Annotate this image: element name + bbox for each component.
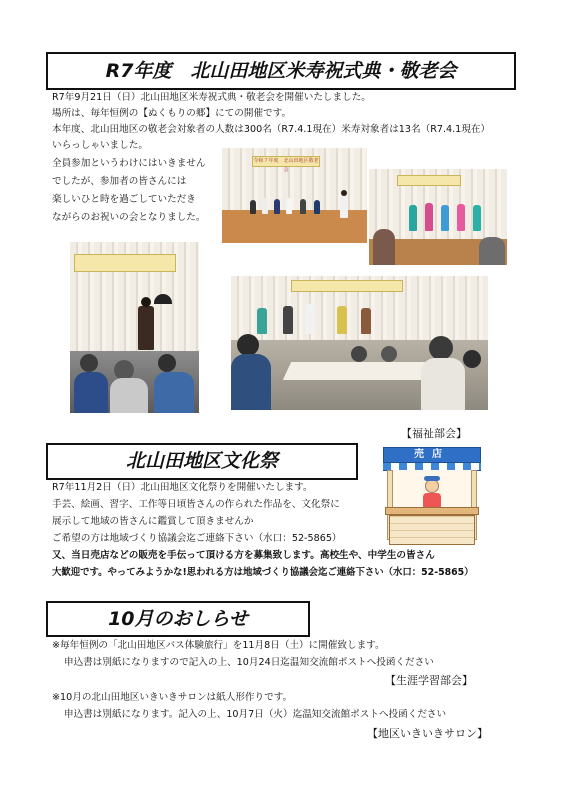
s1-line-6: でしたが、参加者の皆さんには — [52, 176, 187, 187]
dept-salon: 【地区いきいきサロン】 — [367, 727, 488, 740]
s2-line-2: 手芸、絵画、習字、工作等日頃皆さんの作られた作品を、文化祭に — [52, 499, 340, 510]
s2-line-1: R7年11月2日（日）北山田地区文化祭りを開催いたします。 — [52, 482, 313, 493]
section1-title: R7年度 北山田地区米寿祝式典・敬老会 — [46, 52, 516, 90]
dept-welfare: 【福祉部会】 — [401, 427, 467, 440]
section3-title: 10月のおしらせ — [46, 601, 310, 637]
photo-children-stage — [222, 148, 367, 243]
s3-line-3: ※10月の北山田地区いきいきサロンは紙人形作りです。 — [52, 692, 293, 703]
shopkeeper-icon — [425, 479, 439, 493]
s3-line-2: 申込書は別紙になりますので記入の上、10月24日迄温知交流館ポストへ投函ください — [64, 657, 434, 668]
s1-line-5: 全員参加というわけにはいきません — [52, 158, 206, 169]
section2-title: 北山田地区文化祭 — [46, 443, 358, 480]
s1-line-2: 場所は、毎年恒例の【ぬくもりの郷】にての開催です。 — [52, 108, 292, 119]
s2-bold-line-1: 又、当日売店などの販売を手伝って頂ける方を募集致します。高校生や、中学生の皆さん — [52, 550, 435, 561]
stall-sign: 売店 — [414, 449, 450, 460]
shop-stall-illustration — [383, 447, 481, 549]
s1-line-3: 本年度、北山田地区の敬老会対象者の人数は300名（R7.4.1現在）米寿対象者は13名（R7.4.1現在） — [52, 124, 491, 135]
s2-line-4: ご希望の方は地域づくり協議会迄ご連絡下さい（水口：52-5865） — [52, 533, 342, 544]
s1-line-1: R7年9月21日（日）北山田地区米寿祝式典・敬老会を開催いたしました。 — [52, 92, 371, 103]
s2-line-3: 展示して地域の皆さんに鑑賞して頂きませんか — [52, 516, 254, 527]
dept-lifelong-learning: 【生涯学習部会】 — [385, 674, 473, 687]
s3-line-4: 申込書は別紙になります。記入の上、10月7日（火）迄温知交流館ポストへ投函ください — [64, 709, 447, 720]
photo1-banner-text: 令和７年度 北山田地区敬老会 — [253, 158, 319, 173]
photo-ceremony-audience — [231, 276, 488, 410]
photo-solo-performance — [70, 242, 199, 413]
s1-line-8: ながらのお祝いの会となりました。 — [52, 212, 206, 223]
s1-line-4: いらっしゃいました。 — [52, 140, 148, 151]
s3-line-1: ※毎年恒例の「北山田地区バス体験旅行」を11月8日（土）に開催致します。 — [52, 640, 385, 651]
s2-bold-line-2: 大歓迎です。やってみようかな!思われる方は地域づくり協議会迄ご連絡下さい（水口：52-5865） — [52, 567, 474, 578]
s1-line-7: 楽しいひと時を過ごしていただき — [52, 194, 196, 205]
photo-dance-performance — [369, 169, 507, 265]
